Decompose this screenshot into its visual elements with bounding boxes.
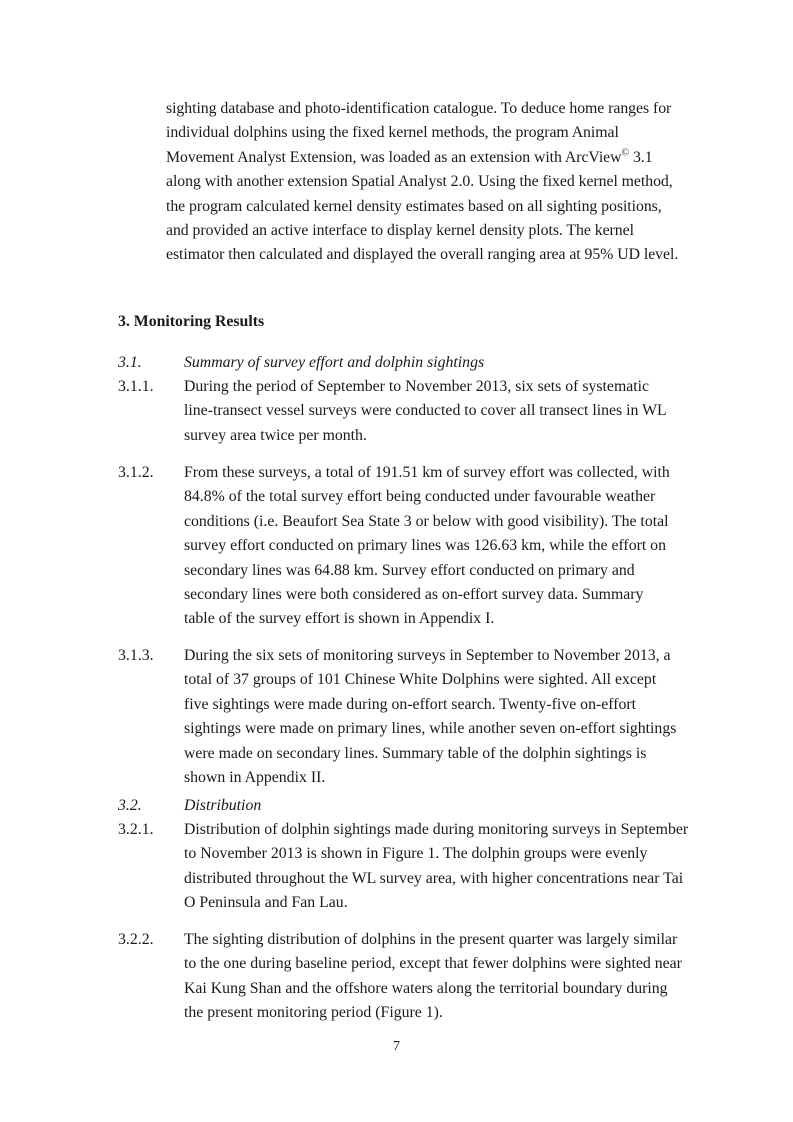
text-line: along with another extension Spatial Analyst 2.0. Using the fixed kernel method, <box>166 173 673 191</box>
text-line: O Peninsula and Fan Lau. <box>184 894 348 912</box>
section-heading: 3. Monitoring Results <box>118 313 265 330</box>
text-line: the program calculated kernel density estimates based on all sighting positions, <box>166 197 662 215</box>
subsection-3-1-title <box>118 351 708 375</box>
text-line: survey area twice per month. <box>184 426 367 444</box>
paragraph-3-1-2 <box>118 461 708 632</box>
paragraph-number: 3.2.1. <box>118 821 154 838</box>
text-line: were made on secondary lines. Summary table of the dolphin sightings is <box>184 744 647 762</box>
copyright-symbol: © <box>621 147 630 159</box>
text-line: line-transect vessel surveys were conducted to cover all transect lines in WL <box>184 402 667 420</box>
text-line: five sightings were made during on-effort search. Twenty-five on-effort <box>184 695 637 713</box>
paragraph-3-1-3 <box>118 644 708 790</box>
text-line: secondary lines were both considered as on-effort survey data. Summary <box>184 586 644 604</box>
text-line: survey effort conducted on primary lines was 126.63 km, while the effort on <box>184 537 666 555</box>
paragraph-number: 3.1.2. <box>118 464 154 481</box>
text-line: The sighting distribution of dolphins in the present quarter was largely similar <box>184 931 678 948</box>
intro-paragraph <box>166 97 706 268</box>
text-line: conditions (i.e. Beaufort Sea State 3 or below with good visibility). The total <box>184 512 669 530</box>
text-line: During the period of September to November 2013, six sets of systematic <box>184 378 650 395</box>
section-number: 3.1. <box>118 354 142 371</box>
paragraph-3-2-2 <box>118 928 708 1026</box>
text-line: sightings were made on primary lines, while another seven on-effort sightings <box>184 720 677 738</box>
text-line: Distribution of dolphin sightings made during monitoring surveys in September <box>184 821 689 838</box>
text-line: estimator then calculated and displayed the overall ranging area at 95% UD level. <box>166 246 679 264</box>
subsection-title: Summary of survey effort and dolphin sightings <box>184 354 485 371</box>
text-line: 84.8% of the total survey effort being conducted under favourable weather <box>184 488 656 506</box>
text-line: During the six sets of monitoring surveys in September to November 2013, a <box>184 647 671 664</box>
text-line: sighting database and photo-identification catalogue. To deduce home ranges for <box>166 100 672 117</box>
subsection-title: Distribution <box>184 797 262 814</box>
text-line: and provided an active interface to display kernel density plots. The kernel <box>166 222 634 240</box>
text-line <box>166 146 706 170</box>
section-number: 3.2. <box>118 797 142 814</box>
subsection-3-2-title <box>118 794 708 818</box>
text-line: to November 2013 is shown in Figure 1. The dolphin groups were evenly <box>184 845 648 863</box>
text-fragment: 3.1 <box>629 148 653 166</box>
text-line: total of 37 groups of 101 Chinese White Dolphins were sighted. All except <box>184 671 657 689</box>
paragraph-3-1-1 <box>118 375 708 448</box>
paragraph-3-2-1 <box>118 818 708 916</box>
text-line: distributed throughout the WL survey area, with higher concentrations near Tai <box>184 869 684 887</box>
text-line: table of the survey effort is shown in Appendix I. <box>184 610 495 628</box>
text-line: From these surveys, a total of 191.51 km of survey effort was collected, with <box>184 464 670 481</box>
paragraph-number: 3.1.1. <box>118 378 154 395</box>
text-fragment: Movement Analyst Extension, was loaded as an extension with ArcView <box>166 148 622 166</box>
paragraph-number: 3.2.2. <box>118 931 154 948</box>
text-line: to the one during baseline period, except that fewer dolphins were sighted near <box>184 955 682 973</box>
paragraph-number: 3.1.3. <box>118 647 154 664</box>
text-line: individual dolphins using the fixed kernel methods, the program Animal <box>166 124 619 142</box>
page-number: 7 <box>393 1039 400 1054</box>
text-line: Kai Kung Shan and the offshore waters along the territorial boundary during <box>184 979 668 997</box>
text-line: the present monitoring period (Figure 1). <box>184 1004 443 1022</box>
text-line: shown in Appendix II. <box>184 769 326 787</box>
text-line: secondary lines was 64.88 km. Survey effort conducted on primary and <box>184 561 635 579</box>
